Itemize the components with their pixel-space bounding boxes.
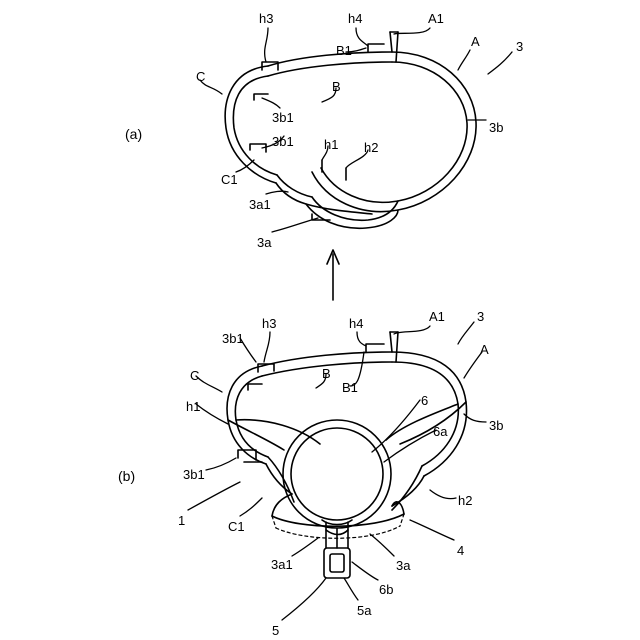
ref-label-3b1-b-2: 3b1 bbox=[183, 467, 205, 482]
ref-label-B-a: B bbox=[332, 79, 341, 94]
ref-label-3a1-b: 3a1 bbox=[271, 557, 293, 572]
ref-label-C1-a: C1 bbox=[221, 172, 238, 187]
ref-label-C-b: C bbox=[190, 368, 200, 383]
ref-label-h4-a: h4 bbox=[348, 11, 363, 26]
ref-label-h1-b: h1 bbox=[186, 399, 201, 414]
ref-label-A1-b: A1 bbox=[429, 309, 445, 324]
ref-label-1-b: 1 bbox=[178, 513, 186, 528]
ref-label-A1-a: A1 bbox=[428, 11, 444, 26]
ref-label-B-b: B bbox=[322, 366, 331, 381]
panel-label-a: (a) bbox=[125, 126, 143, 142]
ref-label-C-a: C bbox=[196, 69, 206, 84]
ref-label-h4-b: h4 bbox=[349, 316, 364, 331]
ref-label-3b-a: 3b bbox=[489, 120, 504, 135]
ref-label-h1-a: h1 bbox=[324, 137, 339, 152]
ref-label-6b-b: 6b bbox=[379, 582, 394, 597]
ref-label-A-b: A bbox=[480, 342, 489, 357]
ref-label-3b1-a-2: 3b1 bbox=[272, 134, 294, 149]
ref-label-3-b: 3 bbox=[477, 309, 485, 324]
ref-label-B1-b: B1 bbox=[342, 380, 358, 395]
panel-label-b: (b) bbox=[118, 468, 136, 484]
ref-label-6a-b: 6a bbox=[433, 424, 448, 439]
ref-label-6-b: 6 bbox=[421, 393, 429, 408]
ref-label-3a1-a: 3a1 bbox=[249, 197, 271, 212]
ref-label-h2-b: h2 bbox=[458, 493, 473, 508]
ref-label-5-b: 5 bbox=[272, 623, 280, 638]
ref-label-3b-b: 3b bbox=[489, 418, 504, 433]
ref-label-h3-b: h3 bbox=[262, 316, 277, 331]
ref-label-4-b: 4 bbox=[457, 543, 465, 558]
ref-label-5a-b: 5a bbox=[357, 603, 372, 618]
ref-label-3b1-a-1: 3b1 bbox=[272, 110, 294, 125]
ref-label-h2-a: h2 bbox=[364, 140, 379, 155]
ref-label-B1-a: B1 bbox=[336, 43, 352, 58]
ref-label-3b1-b-1: 3b1 bbox=[222, 331, 244, 346]
ref-label-h3-a: h3 bbox=[259, 11, 274, 26]
ref-label-3a-b: 3a bbox=[396, 558, 411, 573]
ref-label-C1-b: C1 bbox=[228, 519, 245, 534]
ref-label-A-a: A bbox=[471, 34, 480, 49]
ref-label-3a-a: 3a bbox=[257, 235, 272, 250]
ref-label-3-a: 3 bbox=[516, 39, 524, 54]
